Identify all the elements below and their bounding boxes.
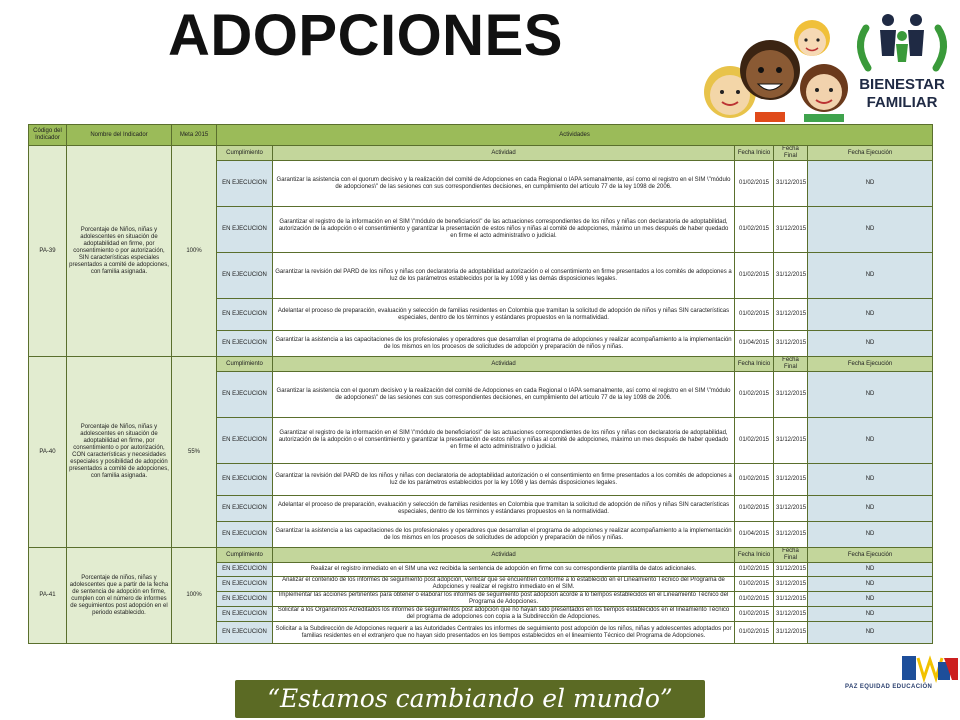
header-row	[29, 125, 933, 146]
status-cell: EN EJECUCION	[217, 592, 273, 607]
exec-date-cell: ND	[808, 577, 933, 592]
start-date-cell: 01/02/2015	[735, 207, 774, 253]
exec-date-cell: ND	[808, 496, 933, 522]
end-date-cell: 31/12/2015	[774, 607, 808, 622]
indicator-meta: 55%	[172, 357, 217, 548]
activity-cell: Analizar el contenido de los informes de seguimiento post adopción, verificar que se encuentren conforme a lo establecido en el Lineamiento Técnico del Programa de Adopciones y realizar el registro inmediato en el SIM.	[273, 577, 735, 592]
header-name: Nombre del Indicador	[67, 125, 172, 146]
activity-cell: Garantizar la revisión del PARD de los niños y niñas con declaratoria de adoptabilidad autorización o el consentimiento en firme presentados a los comités de adopciones a luz de los parámetros establecidos por la ley 1098 y las demás disposiciones legales.	[273, 253, 735, 299]
status-cell: EN EJECUCION	[217, 522, 273, 548]
exec-date-cell: ND	[808, 207, 933, 253]
activity-cell: Garantizar la asistencia a las capacitaciones de los profesionales y operadores que desarrollan el programa de adopciones y realizar acompañamiento a la implementación de los mismos en los procesos de solicitudes de adopción y preparación de niños y niñas.	[273, 331, 735, 357]
activity-cell: Realizar el registro inmediato en el SIM una vez recibida la sentencia de adopción en firme con su correspondiente plantilla de datos adicionales.	[273, 563, 735, 577]
header-activities: Actividades	[217, 125, 933, 146]
activity-cell: Adelantar el proceso de preparación, evaluación y selección de familias residentes en Colombia que tramitan la solicitud de adopción de niños y niñas SIN características especiales, dentro de los términos y estándares propuestos en la normatividad.	[273, 299, 735, 331]
end-date-cell: 31/12/2015	[774, 331, 808, 357]
children-illustration	[700, 0, 850, 122]
end-date-cell: 31/12/2015	[774, 464, 808, 496]
end-date-cell: 31/12/2015	[774, 622, 808, 644]
end-date-cell: 31/12/2015	[774, 563, 808, 577]
start-date-cell: 01/02/2015	[735, 577, 774, 592]
subheader-activity: Actividad	[273, 548, 735, 563]
exec-date-cell: ND	[808, 418, 933, 464]
activity-cell: Implementar las acciones pertinentes para obtener o elaborar los informes de seguimiento post adopción acorde a lo tiempos establecidos en el Lineamiento Técnico del Programa de Adopciones.	[273, 592, 735, 607]
exec-date-cell: ND	[808, 592, 933, 607]
status-cell: EN EJECUCION	[217, 563, 273, 577]
indicator-name: Porcentaje de Niños, niñas y adolescentes en situación de adoptabilidad en firme, por consentimiento o por autorización, SIN características especiales presentados a comité de adopciones, con familia asignada.	[67, 146, 172, 357]
indicator-meta: 100%	[172, 146, 217, 357]
subheader-status: Cumplimiento	[217, 357, 273, 372]
end-date-cell: 31/12/2015	[774, 418, 808, 464]
start-date-cell: 01/02/2015	[735, 563, 774, 577]
status-cell: EN EJECUCION	[217, 464, 273, 496]
activity-cell: Garantizar la asistencia con el quorum decisivo y la realización del comité de Adopciones en cada Regional o IAPA semanalmente, así como el registro en el SIM \"módulo de adopciones\" de las sesiones con sus correspondientes decisiones, en cumplimiento del artículo 77 de la ley 1098 de 2006.	[273, 161, 735, 207]
indicator-name: Porcentaje de niños, niñas y adolescentes que a partir de la fecha de sentencia de adopción en firme, cumplen con el número de informes de seguimientos post adopción en el periodo establecido.	[67, 548, 172, 644]
subheader-exec: Fecha Ejecución	[808, 357, 933, 372]
status-cell: EN EJECUCION	[217, 607, 273, 622]
subheader-start: Fecha Inicio	[735, 357, 774, 372]
exec-date-cell: ND	[808, 161, 933, 207]
start-date-cell: 01/02/2015	[735, 372, 774, 418]
header-meta: Meta 2015	[172, 125, 217, 146]
end-date-cell: 31/12/2015	[774, 161, 808, 207]
status-cell: EN EJECUCION	[217, 207, 273, 253]
adopciones-table	[28, 124, 933, 644]
start-date-cell: 01/02/2015	[735, 253, 774, 299]
subheader-end: Fecha Final	[774, 146, 808, 161]
start-date-cell: 01/02/2015	[735, 464, 774, 496]
subheader-status: Cumplimiento	[217, 548, 273, 563]
bienestar-familiar-logo	[848, 6, 956, 118]
start-date-cell: 01/04/2015	[735, 331, 774, 357]
subheader-row	[29, 548, 933, 563]
status-cell: EN EJECUCION	[217, 622, 273, 644]
subheader-activity: Actividad	[273, 146, 735, 161]
subheader-start: Fecha Inicio	[735, 548, 774, 563]
end-date-cell: 31/12/2015	[774, 372, 808, 418]
end-date-cell: 31/12/2015	[774, 299, 808, 331]
start-date-cell: 01/02/2015	[735, 299, 774, 331]
subheader-start: Fecha Inicio	[735, 146, 774, 161]
subheader-row	[29, 357, 933, 372]
start-date-cell: 01/02/2015	[735, 161, 774, 207]
activity-cell: Adelantar el proceso de preparación, evaluación y selección de familias residentes en Colombia que tramitan la solicitud de adopción de niños y niñas SIN características especiales, dentro de los términos y estándares propuestos en la normatividad.	[273, 496, 735, 522]
start-date-cell: 01/02/2015	[735, 592, 774, 607]
activity-cell: Garantizar el registro de la información en el SIM \"módulo de beneficiarios\" de las actuaciones correspondientes de los niños y niñas con declaratoria de adoptabilidad, autorización de la adopción o el consentimiento y garantizar la presentación de estos niños y niñas al comité de adopciones, máximo un mes después de haber quedado en firme el acto administrativo o judicial.	[273, 207, 735, 253]
subheader-end: Fecha Final	[774, 548, 808, 563]
end-date-cell: 31/12/2015	[774, 592, 808, 607]
exec-date-cell: ND	[808, 563, 933, 577]
indicator-meta: 100%	[172, 548, 217, 644]
brand-line2: FAMILIAR	[866, 94, 938, 111]
indicator-code: PA-40	[29, 357, 67, 548]
exec-date-cell: ND	[808, 522, 933, 548]
exec-date-cell: ND	[808, 331, 933, 357]
status-cell: EN EJECUCION	[217, 331, 273, 357]
start-date-cell: 01/02/2015	[735, 418, 774, 464]
status-cell: EN EJECUCION	[217, 253, 273, 299]
subheader-status: Cumplimiento	[217, 146, 273, 161]
activity-cell: Garantizar la asistencia con el quorum decisivo y la realización del comité de Adopciones en cada Regional o IAPA semanalmente, así como el registro en el SIM \"módulo de adopciones\" de las sesiones con sus correspondientes decisiones, en cumplimiento del artículo 77 de la ley 1098 de 2006.	[273, 372, 735, 418]
exec-date-cell: ND	[808, 253, 933, 299]
status-cell: EN EJECUCION	[217, 577, 273, 592]
status-cell: EN EJECUCION	[217, 299, 273, 331]
start-date-cell: 01/04/2015	[735, 522, 774, 548]
exec-date-cell: ND	[808, 299, 933, 331]
indicator-code: PA-41	[29, 548, 67, 644]
end-date-cell: 31/12/2015	[774, 522, 808, 548]
child-face-4	[806, 74, 842, 110]
family-icon	[848, 6, 956, 76]
status-cell: EN EJECUCION	[217, 372, 273, 418]
subheader-end: Fecha Final	[774, 357, 808, 372]
page-title: ADOPCIONES	[168, 3, 563, 68]
exec-date-cell: ND	[808, 372, 933, 418]
end-date-cell: 31/12/2015	[774, 253, 808, 299]
start-date-cell: 01/02/2015	[735, 622, 774, 644]
end-date-cell: 31/12/2015	[774, 207, 808, 253]
end-date-cell: 31/12/2015	[774, 496, 808, 522]
end-date-cell: 31/12/2015	[774, 577, 808, 592]
activity-cell: Garantizar la asistencia a las capacitaciones de los profesionales y operadores que desarrollan el programa de adopciones y realizar acompañamiento a la implementación de los mismos en los procesos de solicitudes de adopción y preparación de niños y niñas.	[273, 522, 735, 548]
subheader-exec: Fecha Ejecución	[808, 146, 933, 161]
start-date-cell: 01/02/2015	[735, 496, 774, 522]
slogan-banner: “Estamos cambiando el mundo”	[235, 680, 705, 718]
activity-cell: Solicitar a la Subdirección de Adopciones requerir a las Autoridades Centrales los informes de seguimiento post adopción de los niños, niñas y adolescentes adoptados por familias residentes en el extranjero que no hayan sido presentados en los tiempos establecidos en el lineamiento Técnico del Programa de Adopciones.	[273, 622, 735, 644]
exec-date-cell: ND	[808, 622, 933, 644]
header-code: Código del Indicador	[29, 125, 67, 146]
exec-date-cell: ND	[808, 607, 933, 622]
activity-cell: Garantizar la revisión del PARD de los niños y niñas con declaratoria de adoptabilidad autorización o el consentimiento en firme presentados a los comités de adopciones a luz de los parámetros establecidos por la ley 1098 y las demás disposiciones legales.	[273, 464, 735, 496]
status-cell: EN EJECUCION	[217, 161, 273, 207]
child-face-3	[798, 28, 826, 56]
status-cell: EN EJECUCION	[217, 496, 273, 522]
exec-date-cell: ND	[808, 464, 933, 496]
activity-cell: Solicitar a los Organismos Acreditados los informes de seguimientos post adopción que no hayan sido presentados en los tiempos establecidos en el lineamiento Técnico del programa de adopciones con copia a la Subdirección de Adopciones.	[273, 607, 735, 622]
status-cell: EN EJECUCION	[217, 418, 273, 464]
subheader-row	[29, 146, 933, 161]
indicator-name: Porcentaje de Niños, niñas y adolescentes en situación de adoptabilidad en firme, por consentimiento o por autorización, CON características y necesidades especiales y posibilidad de adopción presentados a comité de adopciones, con familia asignada.	[67, 357, 172, 548]
subheader-activity: Actividad	[273, 357, 735, 372]
activity-cell: Garantizar el registro de la información en el SIM \"módulo de beneficiarios\" de las actuaciones correspondientes de los niños y niñas con declaratoria de adoptabilidad, autorización de la adopción o el consentimiento y garantizar la presentación de estos niños y niñas al comité de adopciones, máximo un mes después de haber quedado en firme el acto administrativo o judicial.	[273, 418, 735, 464]
child-face-2	[746, 50, 794, 98]
brand-line1: BIENESTAR	[859, 76, 945, 93]
indicator-code: PA-39	[29, 146, 67, 357]
footer-logo-text: PAZ EQUIDAD EDUCACIÓN	[845, 684, 933, 690]
start-date-cell: 01/02/2015	[735, 607, 774, 622]
subheader-exec: Fecha Ejecución	[808, 548, 933, 563]
